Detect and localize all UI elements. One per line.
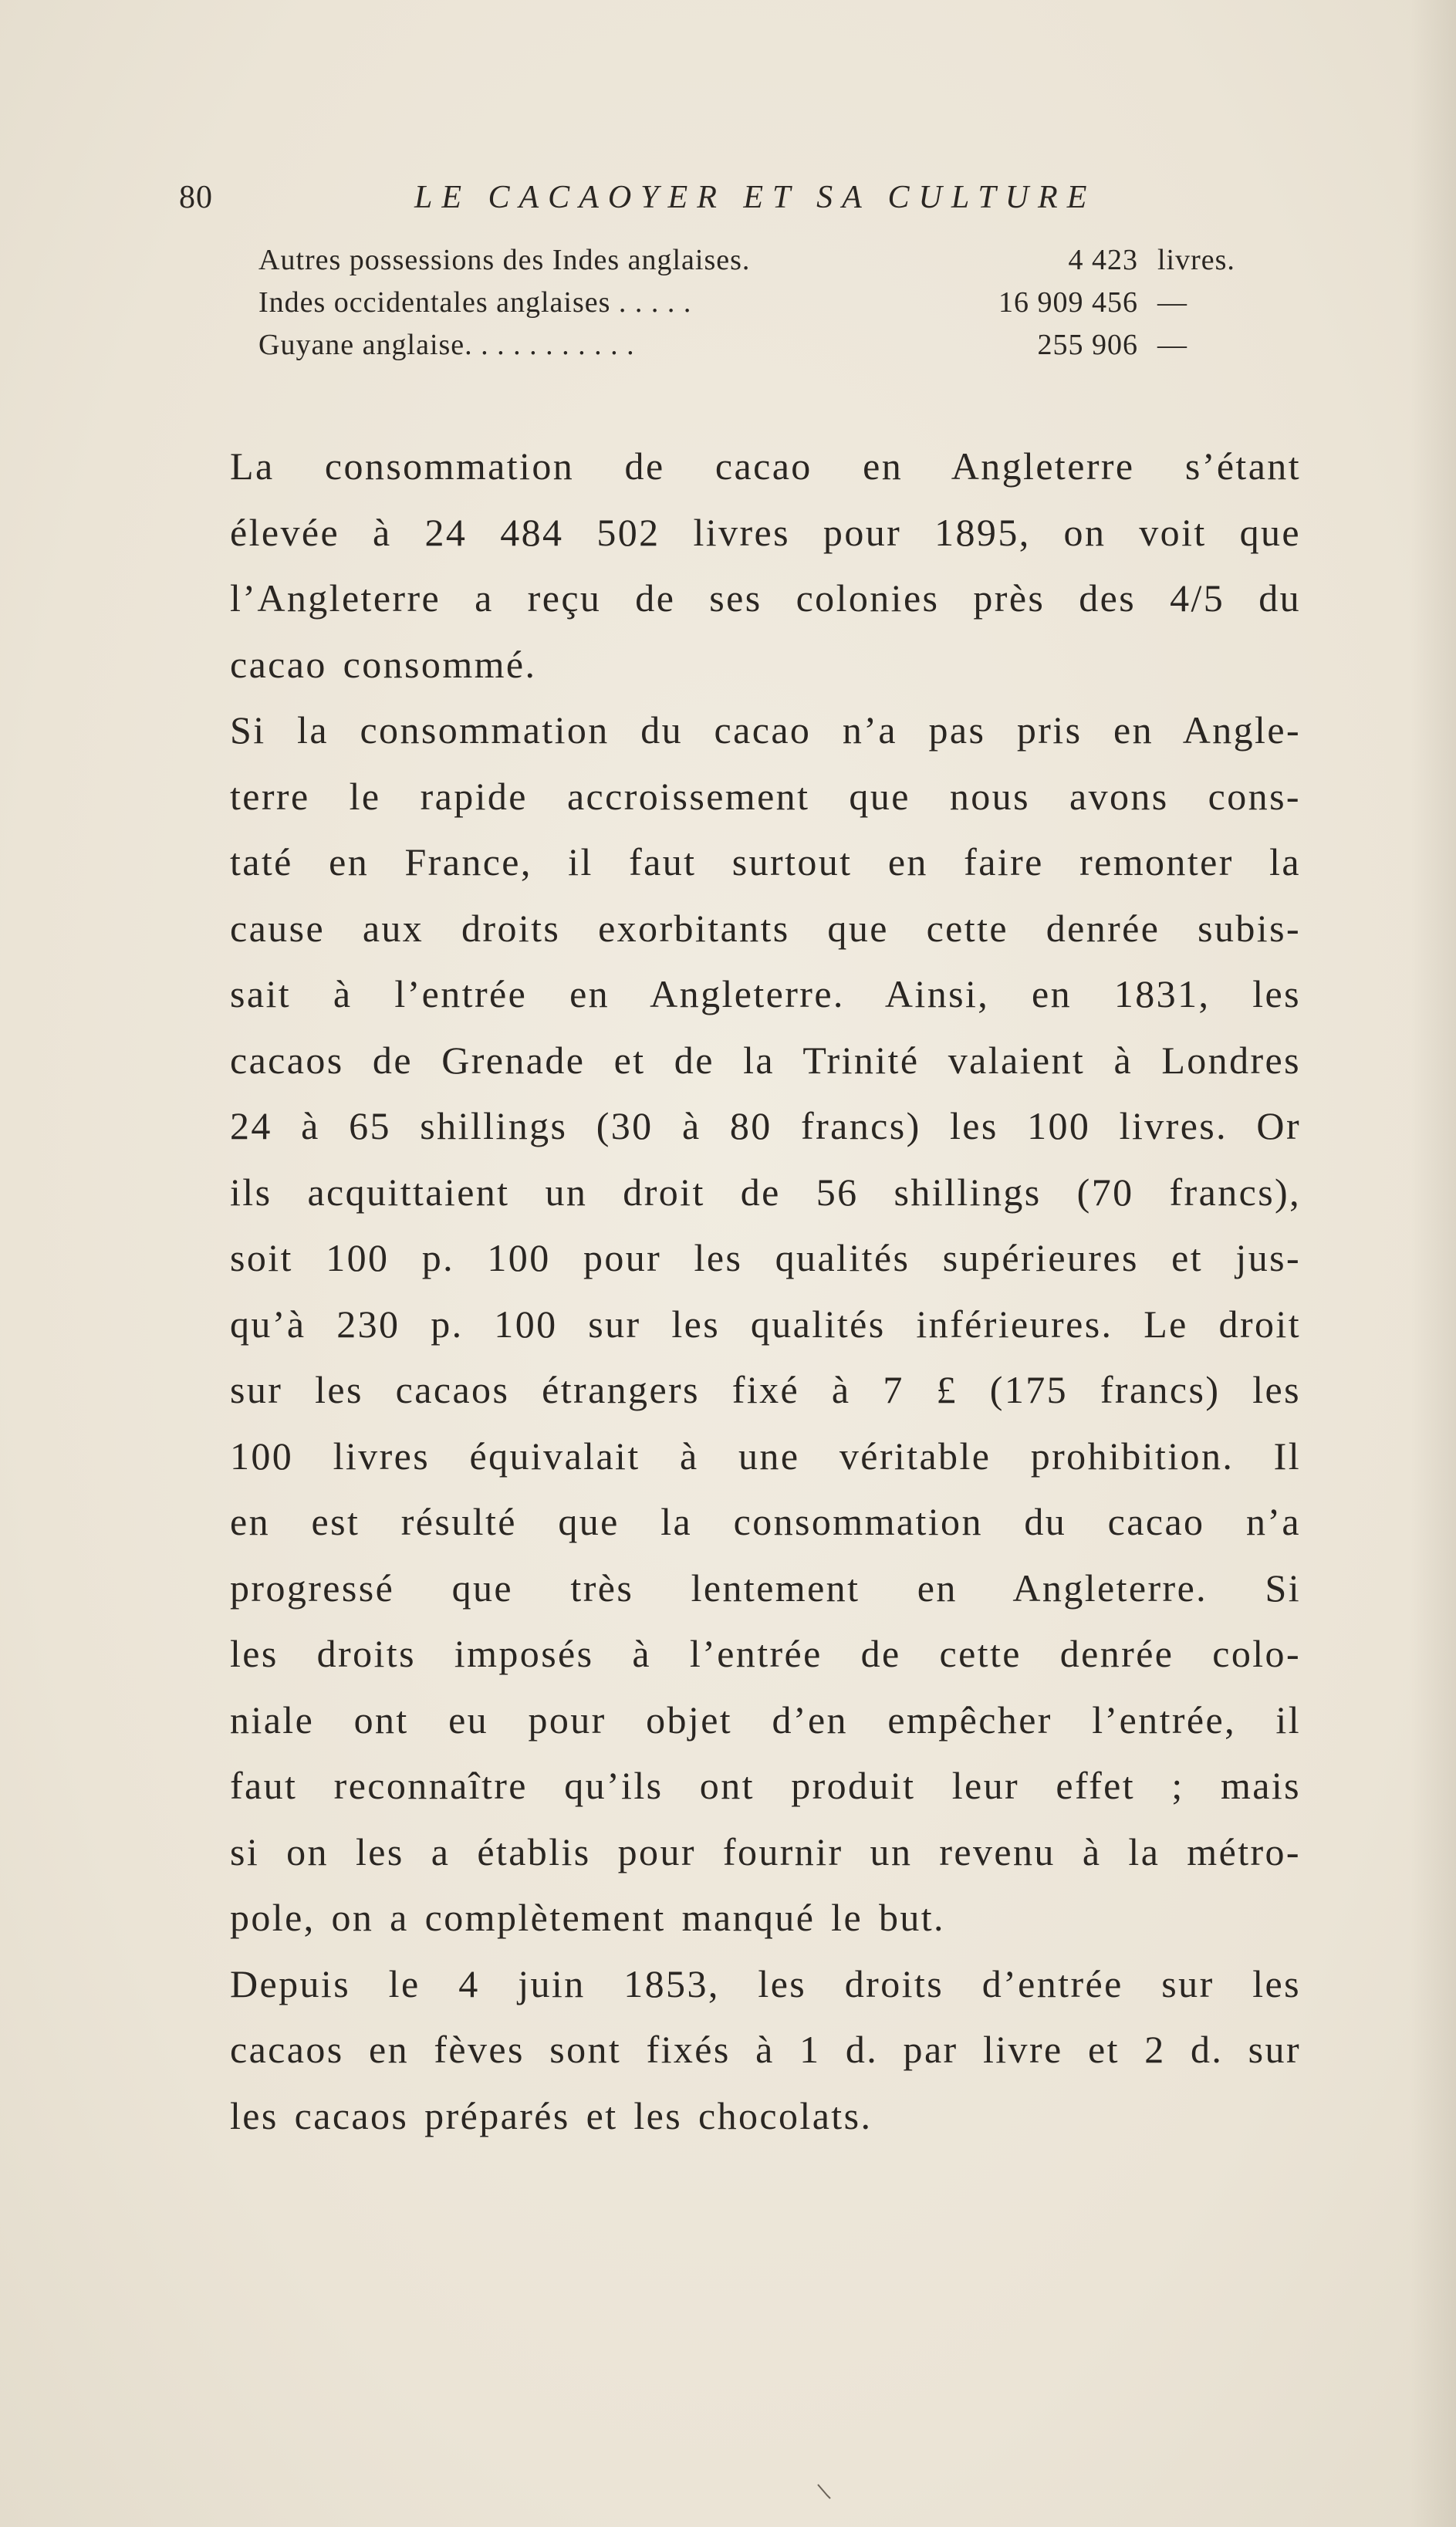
imports-table — [258, 243, 1269, 370]
text-line: sur les cacaos étrangers fixé à 7 £ (175 francs) les — [230, 1368, 1301, 1411]
text-line: l’Angleterre a reçu de ses colonies près des 4/5 du — [230, 576, 1301, 620]
text-line: taté en France, il faut surtout en faire remonter la — [230, 840, 1301, 883]
text-line: Si la consommation du cacao n’a pas pris en Angle- — [230, 708, 1301, 752]
text-line: cacaos en fèves sont fixés à 1 d. par livre et 2 d. sur — [230, 2028, 1301, 2071]
paragraph-consumption — [174, 434, 1301, 698]
row-label: Autres possessions des Indes anglaises. — [258, 244, 751, 276]
text-line: qu’à 230 p. 100 sur les qualités inférieures. Le droit — [230, 1302, 1301, 1346]
row-unit: — — [1157, 286, 1187, 319]
text-line: terre le rapide accroissement que nous avons cons- — [230, 774, 1301, 818]
page-edge-shadow — [1410, 0, 1456, 2527]
text-line: cacao consommé. — [230, 642, 537, 686]
row-value: 4 423 — [1068, 244, 1138, 276]
stray-ink-mark — [816, 2483, 839, 2500]
page-header — [179, 179, 1096, 225]
text-line: pole, on a complètement manqué le but. — [230, 1896, 945, 1939]
paragraph-duties — [174, 698, 1301, 1951]
text-line: cause aux droits exorbitants que cette denrée subis- — [230, 906, 1301, 950]
text-line: faut reconnaître qu’ils ont produit leur effet ; mais — [230, 1764, 1301, 1807]
text-line: Depuis le 4 juin 1853, les droits d’entrée sur les — [230, 1961, 1301, 2005]
text-line: 24 à 65 shillings (30 à 80 francs) les 100 livres. Or — [230, 1104, 1301, 1147]
text-line: si on les a établis pour fournir un revenu à la métro- — [230, 1829, 1301, 1873]
row-unit: livres. — [1157, 244, 1235, 276]
page-number: 80 — [179, 180, 213, 215]
text-line: les cacaos préparés et les chocolats. — [230, 2093, 873, 2137]
row-label: Guyane anglaise. . . . . . . . . . . — [258, 329, 635, 361]
text-line: élevée à 24 484 502 livres pour 1895, on voit que — [230, 510, 1301, 554]
running-title: LE CACAOYER ET SA CULTURE — [414, 180, 1096, 215]
text-line: les droits imposés à l’entrée de cette denrée colo- — [230, 1632, 1301, 1675]
text-line: sait à l’entrée en Angleterre. Ainsi, en 1831, les — [230, 972, 1301, 1015]
row-label: Indes occidentales anglaises . . . . . — [258, 286, 692, 319]
text-line: soit 100 p. 100 pour les qualités supérieures et jus- — [230, 1236, 1301, 1279]
text-line: La consommation de cacao en Angleterre s’étant — [230, 444, 1301, 488]
row-value: 255 906 — [1037, 329, 1138, 361]
text-line: 100 livres équivalait à une véritable prohibition. Il — [230, 1434, 1301, 1478]
text-line: niale ont eu pour objet d’en empêcher l’entrée, il — [230, 1698, 1301, 1742]
table-row — [258, 285, 1269, 328]
row-unit: — — [1157, 329, 1187, 361]
text-line: progressé que très lentement en Angleterre. Si — [230, 1566, 1301, 1610]
text-line: ils acquittaient un droit de 56 shillings (70 francs), — [230, 1170, 1301, 1214]
text-line: en est résulté que la consommation du cacao n’a — [230, 1500, 1301, 1543]
text-line: cacaos de Grenade et de la Trinité valaient à Londres — [230, 1038, 1301, 1082]
paragraph-1853-duties — [174, 1951, 1301, 2150]
table-row — [258, 328, 1269, 370]
table-row — [258, 243, 1269, 285]
row-value: 16 909 456 — [998, 286, 1138, 319]
body-text — [174, 434, 1301, 2149]
